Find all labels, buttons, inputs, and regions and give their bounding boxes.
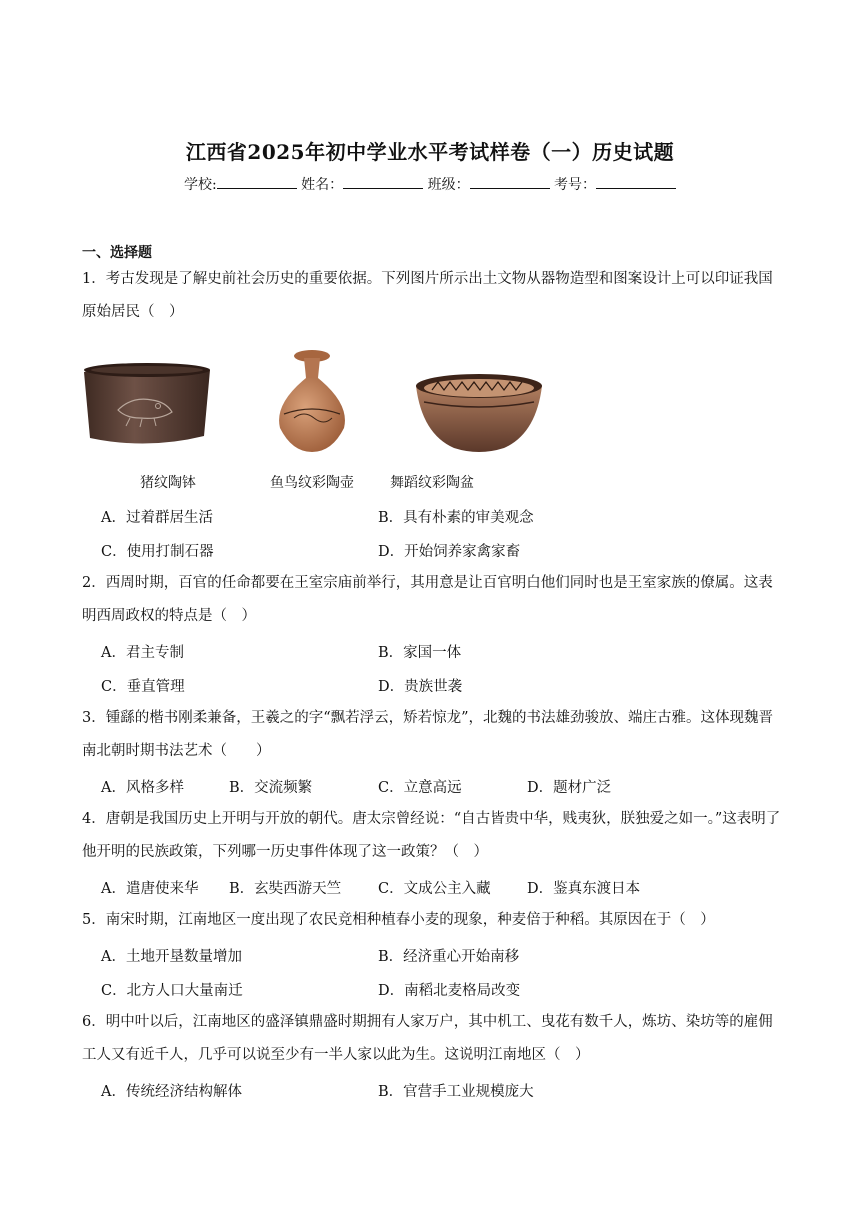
question-1-stem: 1．考古发现是了解史前社会历史的重要依据。下列图片所示出土文物从器物造型和图案设计上可以印证我国原始居民（ ） [82, 271, 773, 320]
q3-option-c[interactable]: C．立意高远 [378, 780, 462, 796]
exam-no-blank [596, 176, 676, 189]
name-blank [343, 176, 423, 189]
q1-option-a[interactable]: A．过着群居生活 [101, 510, 213, 526]
class-blank [470, 176, 550, 189]
name-label: 姓名： [301, 177, 344, 193]
section-heading: 一、选择题 [82, 245, 152, 261]
q2-option-c[interactable]: C．垂直管理 [101, 679, 185, 695]
q1-option-c[interactable]: C．使用打制石器 [101, 544, 214, 560]
dancing-pattern-painted-pottery-basin-image [412, 368, 546, 456]
q3-option-d[interactable]: D．题材广泛 [527, 780, 612, 796]
school-blank [217, 176, 297, 189]
q5-option-c[interactable]: C．北方人口大量南迁 [101, 983, 243, 999]
q3-option-b[interactable]: B．交流频繁 [229, 780, 313, 796]
pig-pattern-pottery-bowl-image [80, 360, 214, 448]
student-info-line [0, 174, 860, 194]
q4-option-a[interactable]: A．遣唐使来华 [101, 881, 199, 897]
exam-no-label: 考号： [554, 177, 597, 193]
page-title: 江西省2025年初中学业水平考试样卷（一）历史试题 [185, 140, 675, 164]
school-label: 学校: [183, 177, 217, 193]
question-5-stem: 5．南宋时期，江南地区一度出现了农民竞相种植春小麦的现象，种麦倍于种稻。其原因在于（ ） [82, 912, 715, 928]
caption-pig-pattern-bowl: 猪纹陶钵 [140, 475, 196, 491]
q3-option-a[interactable]: A．风格多样 [101, 780, 184, 796]
caption-dancing-pattern-basin: 舞蹈纹彩陶盆 [390, 475, 474, 491]
class-label: 班级： [427, 177, 470, 193]
question-4-stem: 4．唐朝是我国历史上开明与开放的朝代。唐太宗曾经说：“自古皆贵中华，贱夷狄，朕独爱之如一。”这表明了他开明的民族政策，下列哪一历史事件体现了这一政策？（ ） [82, 811, 781, 860]
q6-option-a[interactable]: A．传统经济结构解体 [101, 1084, 242, 1100]
q1-option-d[interactable]: D．开始饲养家禽家畜 [378, 544, 521, 560]
q6-option-b[interactable]: B．官营手工业规模庞大 [378, 1084, 534, 1100]
q1-option-b[interactable]: B．具有朴素的审美观念 [378, 510, 534, 526]
caption-fish-bird-pot: 鱼鸟纹彩陶壶 [270, 475, 354, 491]
fish-bird-painted-pottery-pot-image [270, 348, 354, 454]
q2-option-b[interactable]: B．家国一体 [378, 645, 462, 661]
q4-option-b[interactable]: B．玄奘西游天竺 [229, 881, 342, 897]
q4-option-d[interactable]: D．鉴真东渡日本 [527, 881, 641, 897]
q5-option-b[interactable]: B．经济重心开始南移 [378, 949, 520, 965]
q4-option-c[interactable]: C．文成公主入藏 [378, 881, 491, 897]
q5-option-d[interactable]: D．南稻北麦格局改变 [378, 983, 521, 999]
q5-option-a[interactable]: A．土地开垦数量增加 [101, 949, 242, 965]
question-2-stem: 2．西周时期，百官的任命都要在王室宗庙前举行，其用意是让百官明白他们同时也是王室家族的僚属。这表明西周政权的特点是（ ） [82, 575, 773, 624]
question-6-stem: 6．明中叶以后，江南地区的盛泽镇鼎盛时期拥有人家万户，其中机工、曳花有数千人，炼坊、染坊等的雇佣工人又有近千人，几乎可以说至少有一半人家以此为生。这说明江南地区（ ） [82, 1014, 773, 1063]
q2-option-a[interactable]: A．君主专制 [101, 645, 184, 661]
q2-option-d[interactable]: D．贵族世袭 [378, 679, 463, 695]
question-3-stem: 3．锺繇的楷书刚柔兼备，王羲之的字“飘若浮云，矫若惊龙”，北魏的书法雄劲骏放、端庄古雅。这体现魏晋南北朝时期书法艺术（ ） [82, 710, 774, 759]
